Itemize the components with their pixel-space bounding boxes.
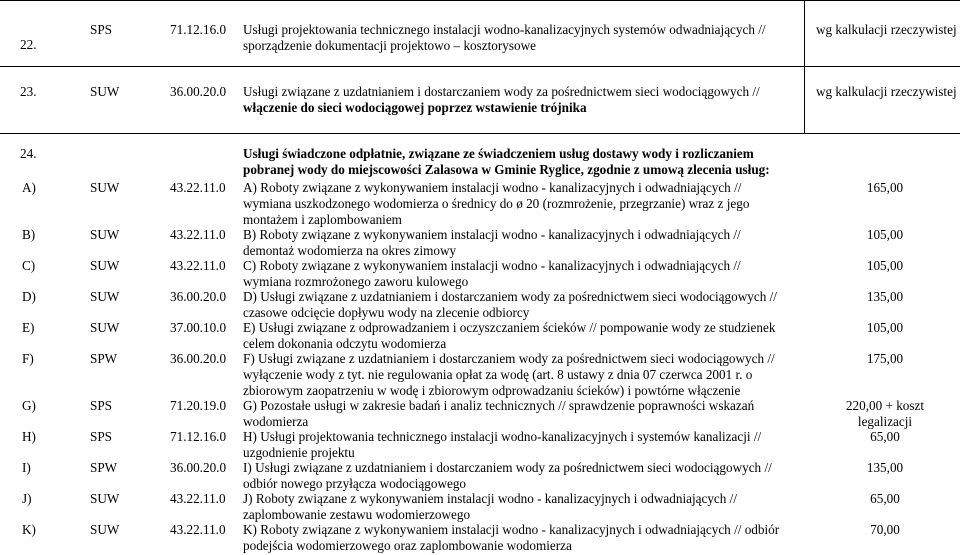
item-description: montażem i zaplombowaniem xyxy=(243,212,402,227)
item-price: 65,00 xyxy=(870,429,900,444)
item-description: demontaż wodomierza na okres zimowy xyxy=(243,243,457,258)
cpv-code: 43.22.11.0 xyxy=(170,227,226,242)
group-intro: Usługi świadczone odpłatnie, związane ze świadczeniem usług dostawy wody i rozliczaniem xyxy=(243,146,754,161)
row-separator xyxy=(0,133,960,134)
item-description: zaplombowanie zestawu wodomierzowego xyxy=(243,507,471,522)
service-description: włączenie do sieci wodociągowej poprzez wstawienie trójnika xyxy=(243,100,587,115)
service-code: SUW xyxy=(90,522,120,537)
row-number: 23. xyxy=(20,84,37,99)
service-code: SPS xyxy=(90,398,113,413)
cpv-code: 43.22.11.0 xyxy=(170,522,226,537)
item-description: zbiorowym zaopatrzeniu w wodę i zbiorowym odprowadzaniu ścieków) i powtórne włączenie xyxy=(243,383,741,398)
item-description: A) Roboty związane z wykonywaniem instalacji wodno - kanalizacyjnych i odwadniających // xyxy=(243,180,742,195)
item-description: G) Pozostałe usługi w zakresie badań i analiz technicznych // sprawdzenie poprawności wskazań xyxy=(243,398,755,413)
item-description: E) Usługi związane z odprowadzaniem i oczyszczaniem ścieków // pompowanie wody ze studzienek xyxy=(243,320,776,335)
service-code: SPW xyxy=(90,460,118,475)
service-code: SUW xyxy=(90,320,120,335)
cpv-code: 36.00.20.0 xyxy=(170,351,227,366)
item-description: odbiór nowego przyłącza wodociągowego xyxy=(243,476,467,491)
cpv-code: 43.22.11.0 xyxy=(170,258,226,273)
service-description: Usługi związane z uzdatnianiem i dostarczaniem wody za pośrednictwem sieci wodociągowych // xyxy=(243,84,760,99)
service-code: SPS xyxy=(90,429,113,444)
service-code: SUW xyxy=(90,180,120,195)
item-letter: I) xyxy=(22,460,31,475)
item-description: K) Roboty związane z wykonywaniem instalacji wodno - kanalizacyjnych i odwadniających // odbiór xyxy=(243,522,780,537)
cpv-code: 36.00.20.0 xyxy=(170,84,227,99)
service-code: SPW xyxy=(90,351,118,366)
item-letter: J) xyxy=(22,491,32,506)
service-code: SUW xyxy=(90,289,120,304)
cpv-code: 43.22.11.0 xyxy=(170,491,226,506)
item-price: 175,00 xyxy=(866,351,904,366)
item-description: podejścia wodomierzowego oraz zaplombowanie wodomierza xyxy=(243,538,572,553)
item-price: 105,00 xyxy=(866,227,904,242)
item-letter: E) xyxy=(22,320,35,335)
cpv-code: 71.12.16.0 xyxy=(170,22,227,37)
item-description: I) Usługi związane z uzdatnianiem i dostarczaniem wody za pośrednictwem sieci wodociągowych // xyxy=(243,460,772,475)
price: wg kalkulacji rzeczywistej xyxy=(816,84,957,99)
service-description: Usługi projektowania technicznego instalacji wodno-kanalizacyjnych systemów odwadniających // xyxy=(243,22,766,37)
item-price-note: legalizacji xyxy=(857,414,913,429)
item-letter: H) xyxy=(22,429,36,444)
item-price: 70,00 xyxy=(870,522,900,537)
item-price: 105,00 xyxy=(866,258,904,273)
item-description: wymiana uszkodzonego wodomierza o średnicy do ø 20 (rozmrożenie, przegrzanie) wraz z jego xyxy=(243,196,750,211)
item-description: wodomierza xyxy=(243,414,309,429)
item-letter: G) xyxy=(22,398,36,413)
cpv-code: 71.20.19.0 xyxy=(170,398,227,413)
item-description: J) Roboty związane z wykonywaniem instalacji wodno - kanalizacyjnych i odwadniających // xyxy=(243,491,738,506)
item-description: wymiana rozmrożonego zaworu kulowego xyxy=(243,274,469,289)
item-price: 105,00 xyxy=(866,320,904,335)
row-number: 24. xyxy=(20,146,37,161)
service-code: SUW xyxy=(90,258,120,273)
item-description: C) Roboty związane z wykonywaniem instalacji wodno - kanalizacyjnych i odwadniających // xyxy=(243,258,741,273)
item-description: uzgodnienie projektu xyxy=(243,445,355,460)
item-description: celem dokonania odczytu wodomierza xyxy=(243,336,447,351)
item-letter: B) xyxy=(22,227,36,242)
column-divider xyxy=(804,0,805,133)
service-code: SUW xyxy=(90,227,120,242)
item-price: 135,00 xyxy=(866,460,904,475)
item-price: 65,00 xyxy=(870,491,900,506)
table-border-top xyxy=(0,0,960,1)
item-description: B) Roboty związane z wykonywaniem instalacji wodno - kanalizacyjnych i odwadniających // xyxy=(243,227,741,242)
row-separator xyxy=(0,66,960,67)
item-letter: C) xyxy=(22,258,36,273)
cpv-code: 37.00.10.0 xyxy=(170,320,227,335)
item-letter: A) xyxy=(22,180,36,195)
cpv-code: 71.12.16.0 xyxy=(170,429,227,444)
cpv-code: 36.00.20.0 xyxy=(170,289,227,304)
item-description: wyłączenie wody z tyt. nie regulowania opłat za wodę (art. 8 ustawy z dnia 07 czerwca 2001 r. o xyxy=(243,367,753,382)
group-intro: pobranej wody do miejscowości Zalasowa w Gminie Ryglice, zgodnie z umową zlecenia usług: xyxy=(243,162,770,177)
item-price: 135,00 xyxy=(866,289,904,304)
cpv-code: 43.22.11.0 xyxy=(170,180,226,195)
cpv-code: 36.00.20.0 xyxy=(170,460,227,475)
item-letter: K) xyxy=(22,522,36,537)
service-code: SPS xyxy=(90,22,113,37)
service-description: sporządzenie dokumentacji projektowo – kosztorysowe xyxy=(243,38,536,53)
service-code: SUW xyxy=(90,84,120,99)
price: wg kalkulacji rzeczywistej xyxy=(816,22,957,37)
item-description: czasowe odcięcie dopływu wody na zlecenie odbiorcy xyxy=(243,305,530,320)
item-description: F) Usługi związane z uzdatnianiem i dostarczaniem wody za pośrednictwem sieci wodociągowych // xyxy=(243,351,775,366)
service-code: SUW xyxy=(90,491,120,506)
row-number: 22. xyxy=(20,37,37,52)
item-price: 220,00 + koszt xyxy=(845,398,925,413)
item-price: 165,00 xyxy=(866,180,904,195)
item-description: H) Usługi projektowania technicznego instalacji wodno-kanalizacyjnych i systemów kanalizacji // xyxy=(243,429,762,444)
item-letter: D) xyxy=(22,289,36,304)
item-letter: F) xyxy=(22,351,34,366)
item-description: D) Usługi związane z uzdatnianiem i dostarczaniem wody za pośrednictwem sieci wodociągowych // xyxy=(243,289,777,304)
